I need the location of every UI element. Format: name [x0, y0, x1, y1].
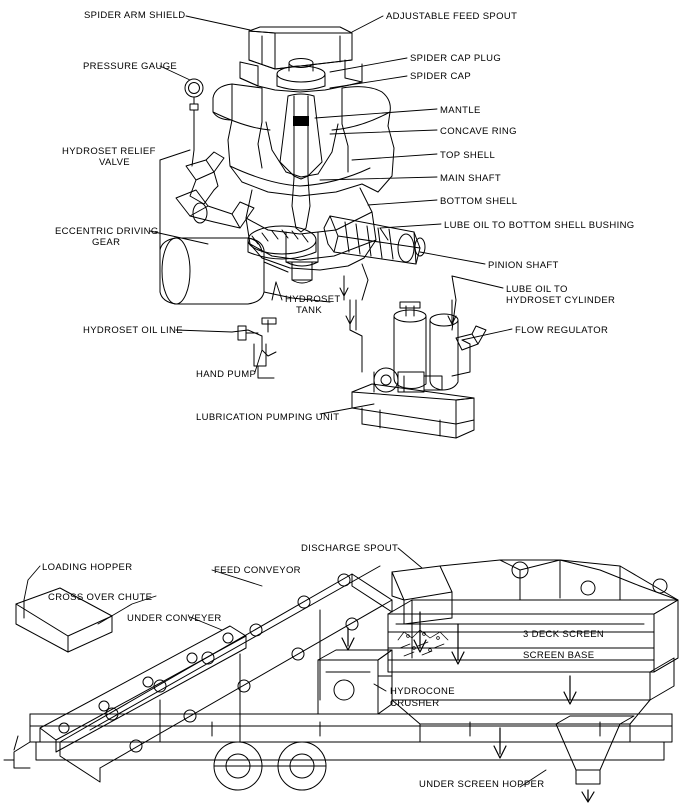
label-pressure-gauge: PRESSURE GAUGE [83, 61, 178, 72]
label-spider-cap-plug: SPIDER CAP PLUG [410, 53, 502, 64]
label-lubrication-pumping-unit: LUBRICATION PUMPING UNIT [196, 412, 340, 423]
label-under-conveyer: UNDER CONVEYER [127, 613, 222, 624]
label-feed-conveyor: FEED CONVEYOR [214, 565, 301, 576]
hydrocone-crusher-part [318, 650, 392, 714]
label-flow-regulator: FLOW REGULATOR [515, 325, 609, 336]
label-hydrocone-line2: CRUSHER [390, 698, 440, 709]
label-screen-base: SCREEN BASE [523, 650, 595, 661]
label-spider-cap: SPIDER CAP [410, 71, 472, 82]
main-shaft-part [292, 96, 310, 232]
label-pinion-shaft: PINION SHAFT [488, 260, 559, 271]
label-hydroset-relief-valve-line2: VALVE [99, 157, 130, 168]
label-spider-arm-shield: SPIDER ARM SHIELD [84, 10, 186, 21]
label-cross-over-chute: CROSS OVER CHUTE [48, 592, 153, 603]
discharge-spout-part [392, 566, 452, 624]
label-concave-ring: CONCAVE RING [440, 126, 517, 137]
material-pile [398, 630, 448, 656]
under-conveyer-part [14, 626, 246, 752]
adjustable-feed-spout-part [249, 27, 352, 69]
label-adjustable-feed-spout: ADJUSTABLE FEED SPOUT [386, 11, 518, 22]
label-hydroset-relief-valve-line1: HYDROSET RELIEF [62, 146, 156, 157]
label-eccentric-driving-gear-line1: ECCENTRIC DRIVING [55, 226, 159, 237]
material-flow-arrows-bottom [342, 612, 594, 802]
label-three-deck-screen: 3 DECK SCREEN [523, 629, 605, 640]
label-under-screen-hopper: UNDER SCREEN HOPPER [419, 779, 545, 790]
label-bottom-shell: BOTTOM SHELL [440, 196, 518, 207]
label-lube-oil-to-line1: LUBE OIL TO [506, 284, 568, 295]
label-lube-oil-to-bottom-shell-bushing: LUBE OIL TO BOTTOM SHELL BUSHING [444, 220, 635, 231]
bottom-figure-leaders [24, 548, 546, 787]
label-hand-pump: HAND PUMP [196, 369, 257, 380]
pinion-shaft-part [324, 216, 425, 264]
label-hydroset-oil-line: HYDROSET OIL LINE [83, 325, 183, 336]
label-main-shaft: MAIN SHAFT [440, 173, 502, 184]
label-discharge-spout: DISCHARGE SPOUT [301, 543, 399, 554]
label-loading-hopper: LOADING HOPPER [42, 562, 133, 573]
hydroset-tank-part [160, 238, 276, 304]
hydroset-relief-valve-part [176, 150, 254, 228]
label-top-shell: TOP SHELL [440, 150, 496, 161]
concave-ring-part [266, 122, 338, 177]
label-eccentric-driving-gear-line2: GEAR [92, 237, 121, 248]
label-lube-oil-to-line2: HYDROSET CYLINDER [506, 295, 616, 306]
hand-pump-part [254, 344, 274, 378]
label-hydroset-tank-line2: TANK [296, 305, 323, 316]
lubrication-pumping-unit-part [344, 228, 486, 438]
label-hydroset-tank-line1: HYDROSET [285, 294, 341, 305]
oil-flow-arrows-top [340, 276, 456, 324]
mantle-part [280, 94, 322, 179]
label-hydrocone-line1: HYDROCONE [390, 686, 455, 697]
spider-cap-part [277, 59, 325, 91]
pressure-gauge-part [185, 79, 203, 150]
hydroset-cylinder-part [286, 232, 318, 283]
label-mantle: MANTLE [440, 105, 481, 116]
